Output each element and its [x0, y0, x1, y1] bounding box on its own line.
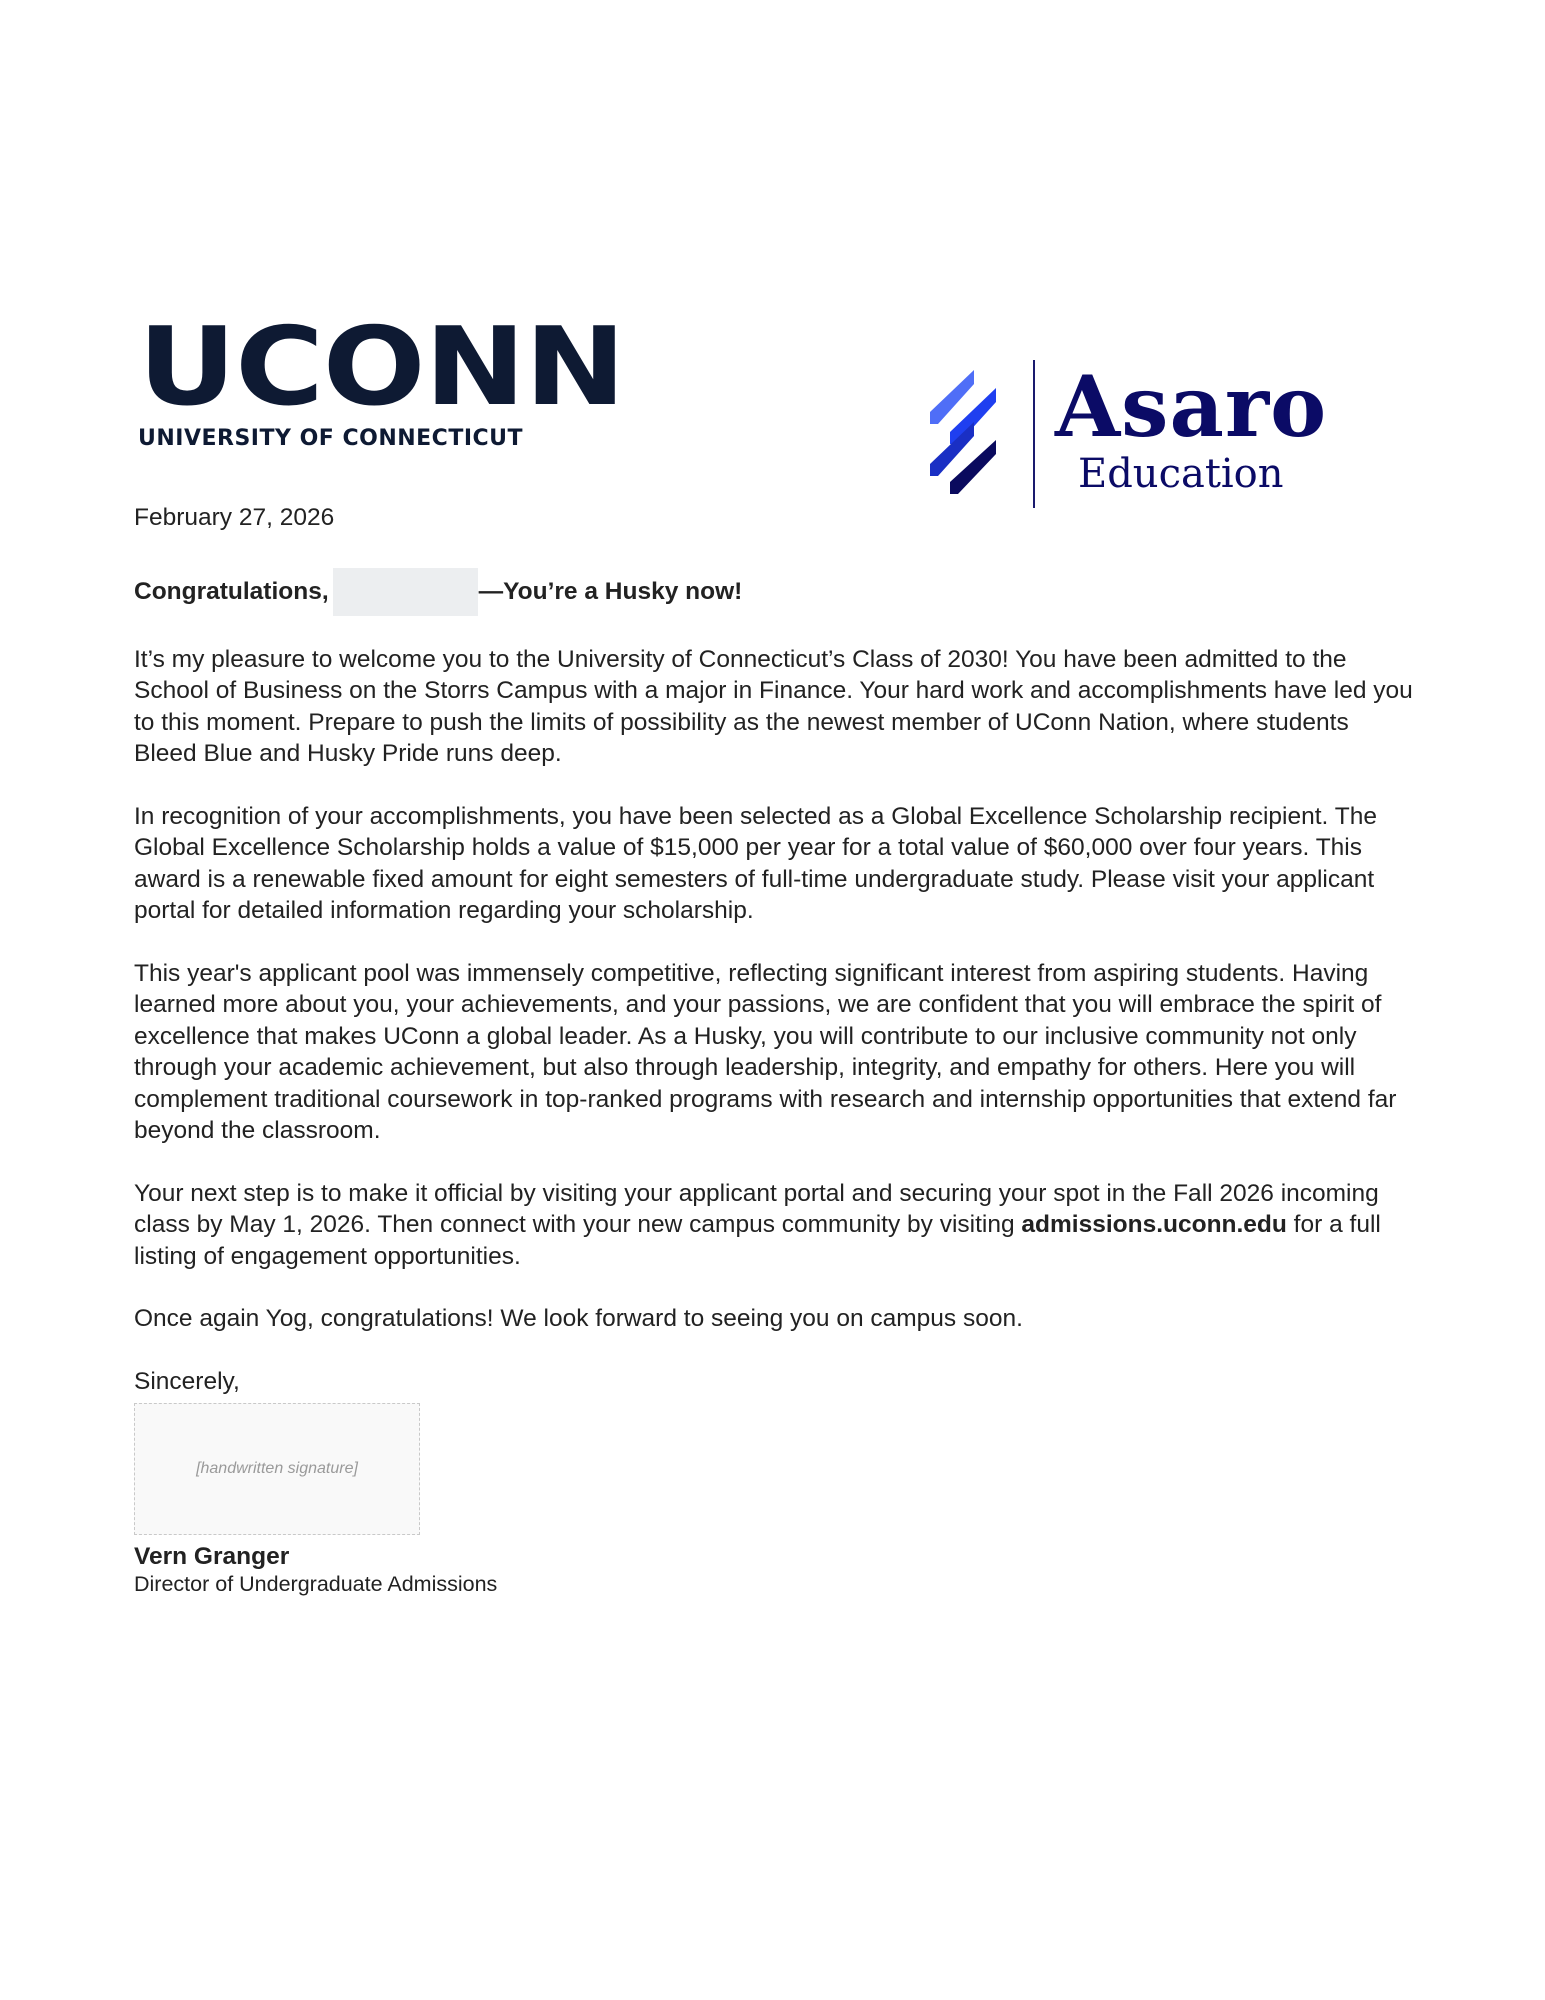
greeting-prefix: Congratulations, — [134, 577, 329, 605]
asaro-education-logo — [930, 357, 1328, 510]
signer-name: Vern Granger — [134, 1543, 290, 1570]
logo-divider — [1033, 360, 1035, 508]
paragraph-applicant-pool: This year's applicant pool was immensely competitive, reflecting significant interest from aspiring students. Having learned more about you, your achievements, and your passions, we are confident that you will embrace the spirit of excellence that makes UConn a global leader. As a Husky, you will contribute to our inclusive community not only through your academic achievement, but also through leadership, integrity, and empathy for others. Here you will complement traditional coursework in top-ranked programs with research and internship opportunities that extend far beyond the classroom. — [134, 959, 1397, 1144]
next-step-text: Your next step is to make it official by visiting your applicant portal and securing your spot in the Fall 2026 incoming class by May 1, 2026. Then connect with your new campus community by visiting — [134, 1179, 1379, 1238]
letter-body — [134, 502, 1414, 1598]
stacked-diagonal-stripes-icon — [930, 370, 1010, 495]
admissions-link[interactable]: admissions.uconn.edu — [1021, 1211, 1287, 1238]
paragraph-scholarship: In recognition of your accomplishments, you have been selected as a Global Excellence Scholarship recipient. The Global Excellence Scholarship holds a value of $15,000 per year for a total value of $60,000 over four years. This award is a renewable fixed amount for eight semesters of full-time undergraduate study. Please visit your applicant portal for detailed information regarding your scholarship. — [134, 802, 1377, 924]
uconn-wordmark: UCONN — [138, 305, 625, 430]
uconn-subtitle: UNIVERSITY OF CONNECTICUT — [138, 426, 524, 451]
asaro-name: Asaro — [1055, 357, 1328, 456]
paragraph-next-step — [134, 1178, 1414, 1273]
valediction: Sincerely, — [134, 1367, 240, 1395]
asaro-tagline: Education — [1078, 451, 1284, 497]
signature-placeholder-label: [handwritten signature] — [196, 1460, 358, 1478]
uconn-logo — [138, 305, 625, 451]
greeting — [134, 568, 1414, 616]
letter-date: February 27, 2026 — [134, 504, 335, 531]
greeting-suffix: —You’re a Husky now! — [478, 577, 743, 605]
next-step-text-end: for a full listing of engagement opportunities. — [134, 1211, 1381, 1270]
redacted-name — [333, 568, 478, 616]
closing-line: Once again Yog, congratulations! We look forward to seeing you on campus soon. — [134, 1305, 1023, 1332]
signer-title: Director of Undergraduate Admissions — [134, 1572, 498, 1596]
paragraph-welcome: It’s my pleasure to welcome you to the University of Connecticut’s Class of 2030! You have been admitted to the School of Business on the Storrs Campus with a major in Finance. Your hard work and accomplishments have led you to this moment. Prepare to push the limits of possibility as the newest member of UConn Nation, where students Bleed Blue and Husky Pride runs deep. — [134, 645, 1413, 767]
signature-placeholder — [134, 1403, 420, 1535]
